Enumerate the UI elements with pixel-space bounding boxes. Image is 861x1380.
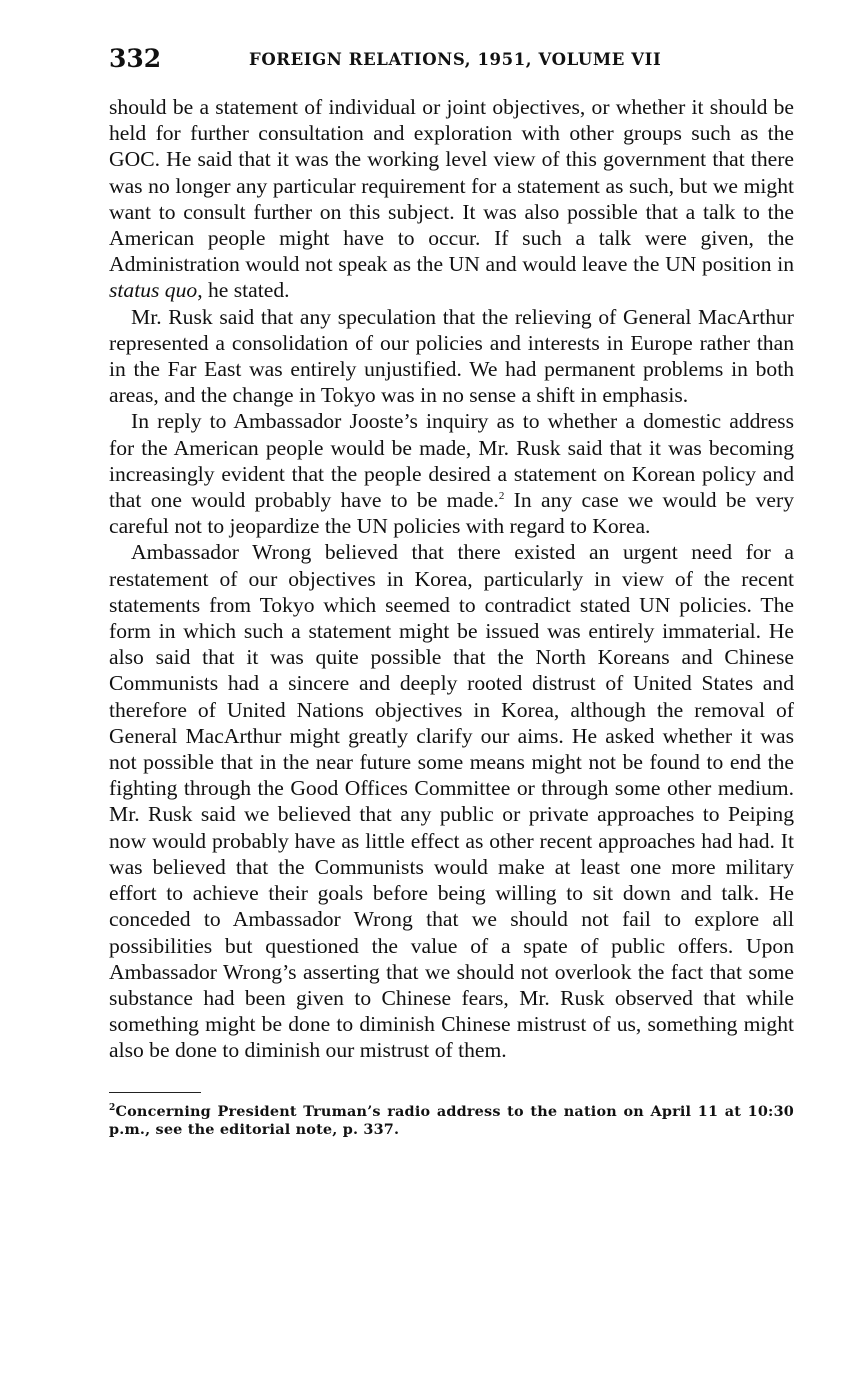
footnote-reference[interactable]: 2 bbox=[498, 489, 505, 502]
footnote-text: Concerning President Truman’s radio address to the nation on April 11 at 10:30 p.m., see the editorial note, p. 337. bbox=[109, 1102, 794, 1138]
page-header bbox=[109, 42, 794, 82]
document-page bbox=[109, 42, 794, 1139]
footnote-marker: 2 bbox=[109, 1102, 116, 1113]
paragraph-text: Ambassador Wrong believed that there existed an urgent need for a restatement of our objectives in Korea, particularly in view of the recent statements from Tokyo which seemed to contradict stated UN policies. The form in which such a statement might be issued was entirely immaterial. He also said that it was quite possible that the North Koreans and Chinese Communists had a sincere and deeply rooted distrust of United States and therefore of United Nations objectives in Korea, although the removal of General MacArthur might greatly clarify our aims. He asked whether it was not possible that in the near future some means might not be found to end the fighting through the Good Offices Committee or through some other medium. Mr. Rusk said we believed that any public or private approaches to Peiping now would probably have as little effect as other recent approaches had had. It was believed that the Communists would make at least one more military effort to achieve their goals before being willing to sit down and talk. He conceded to Ambassador Wrong that we should not fail to explore all possibilities but questioned the value of a spate of public offers. Upon Ambassador Wrong’s asserting that we should not overlook the fact that some substance had been given to Chinese fears, Mr. Rusk observed that while something might be done to diminish Chinese mistrust of us, something might also be done to diminish our mistrust of them. bbox=[109, 540, 794, 1063]
page-number: 332 bbox=[109, 44, 162, 73]
footnote bbox=[109, 1103, 794, 1139]
paragraph-text: should be a statement of individual or joint objectives, or whether it should be held for further consultation and exploration with other groups such as the GOC. He said that it was the working level view of this government that there was no longer any particular requirement for a statement as such, but we might want to consult further on this subject. It was also possible that a talk to the American people might have to occur. If such a talk were given, the Administration would not speak as the UN and would leave the UN position in bbox=[109, 95, 794, 277]
paragraph-text: Mr. Rusk said that any speculation that the relieving of General MacArthur represented a consolidation of our policies and interests in Europe rather than in the Far East was entirely unjustified. We had permanent problems in both areas, and the change in Tokyo was in no sense a shift in emphasis. bbox=[109, 304, 794, 408]
paragraph-text: In any case we would be very careful not to jeopardize the UN policies with regard to Korea. bbox=[109, 488, 794, 539]
paragraph-text: , he stated. bbox=[197, 278, 290, 303]
footnote-divider bbox=[109, 1092, 201, 1093]
paragraph bbox=[109, 539, 794, 1063]
italic-phrase: status quo bbox=[109, 278, 198, 303]
body-text bbox=[109, 94, 794, 1064]
paragraph bbox=[109, 304, 794, 409]
running-head: FOREIGN RELATIONS, 1951, VOLUME VII bbox=[249, 50, 662, 69]
paragraph bbox=[109, 408, 794, 539]
paragraph-text: In reply to Ambassador Jooste’s inquiry as to whether a domestic address for the American people would be made, Mr. Rusk said that it was becoming increasingly evident that the people desired a statement on Korean policy and that one would probably have to be made. bbox=[109, 409, 794, 513]
paragraph bbox=[109, 94, 794, 304]
